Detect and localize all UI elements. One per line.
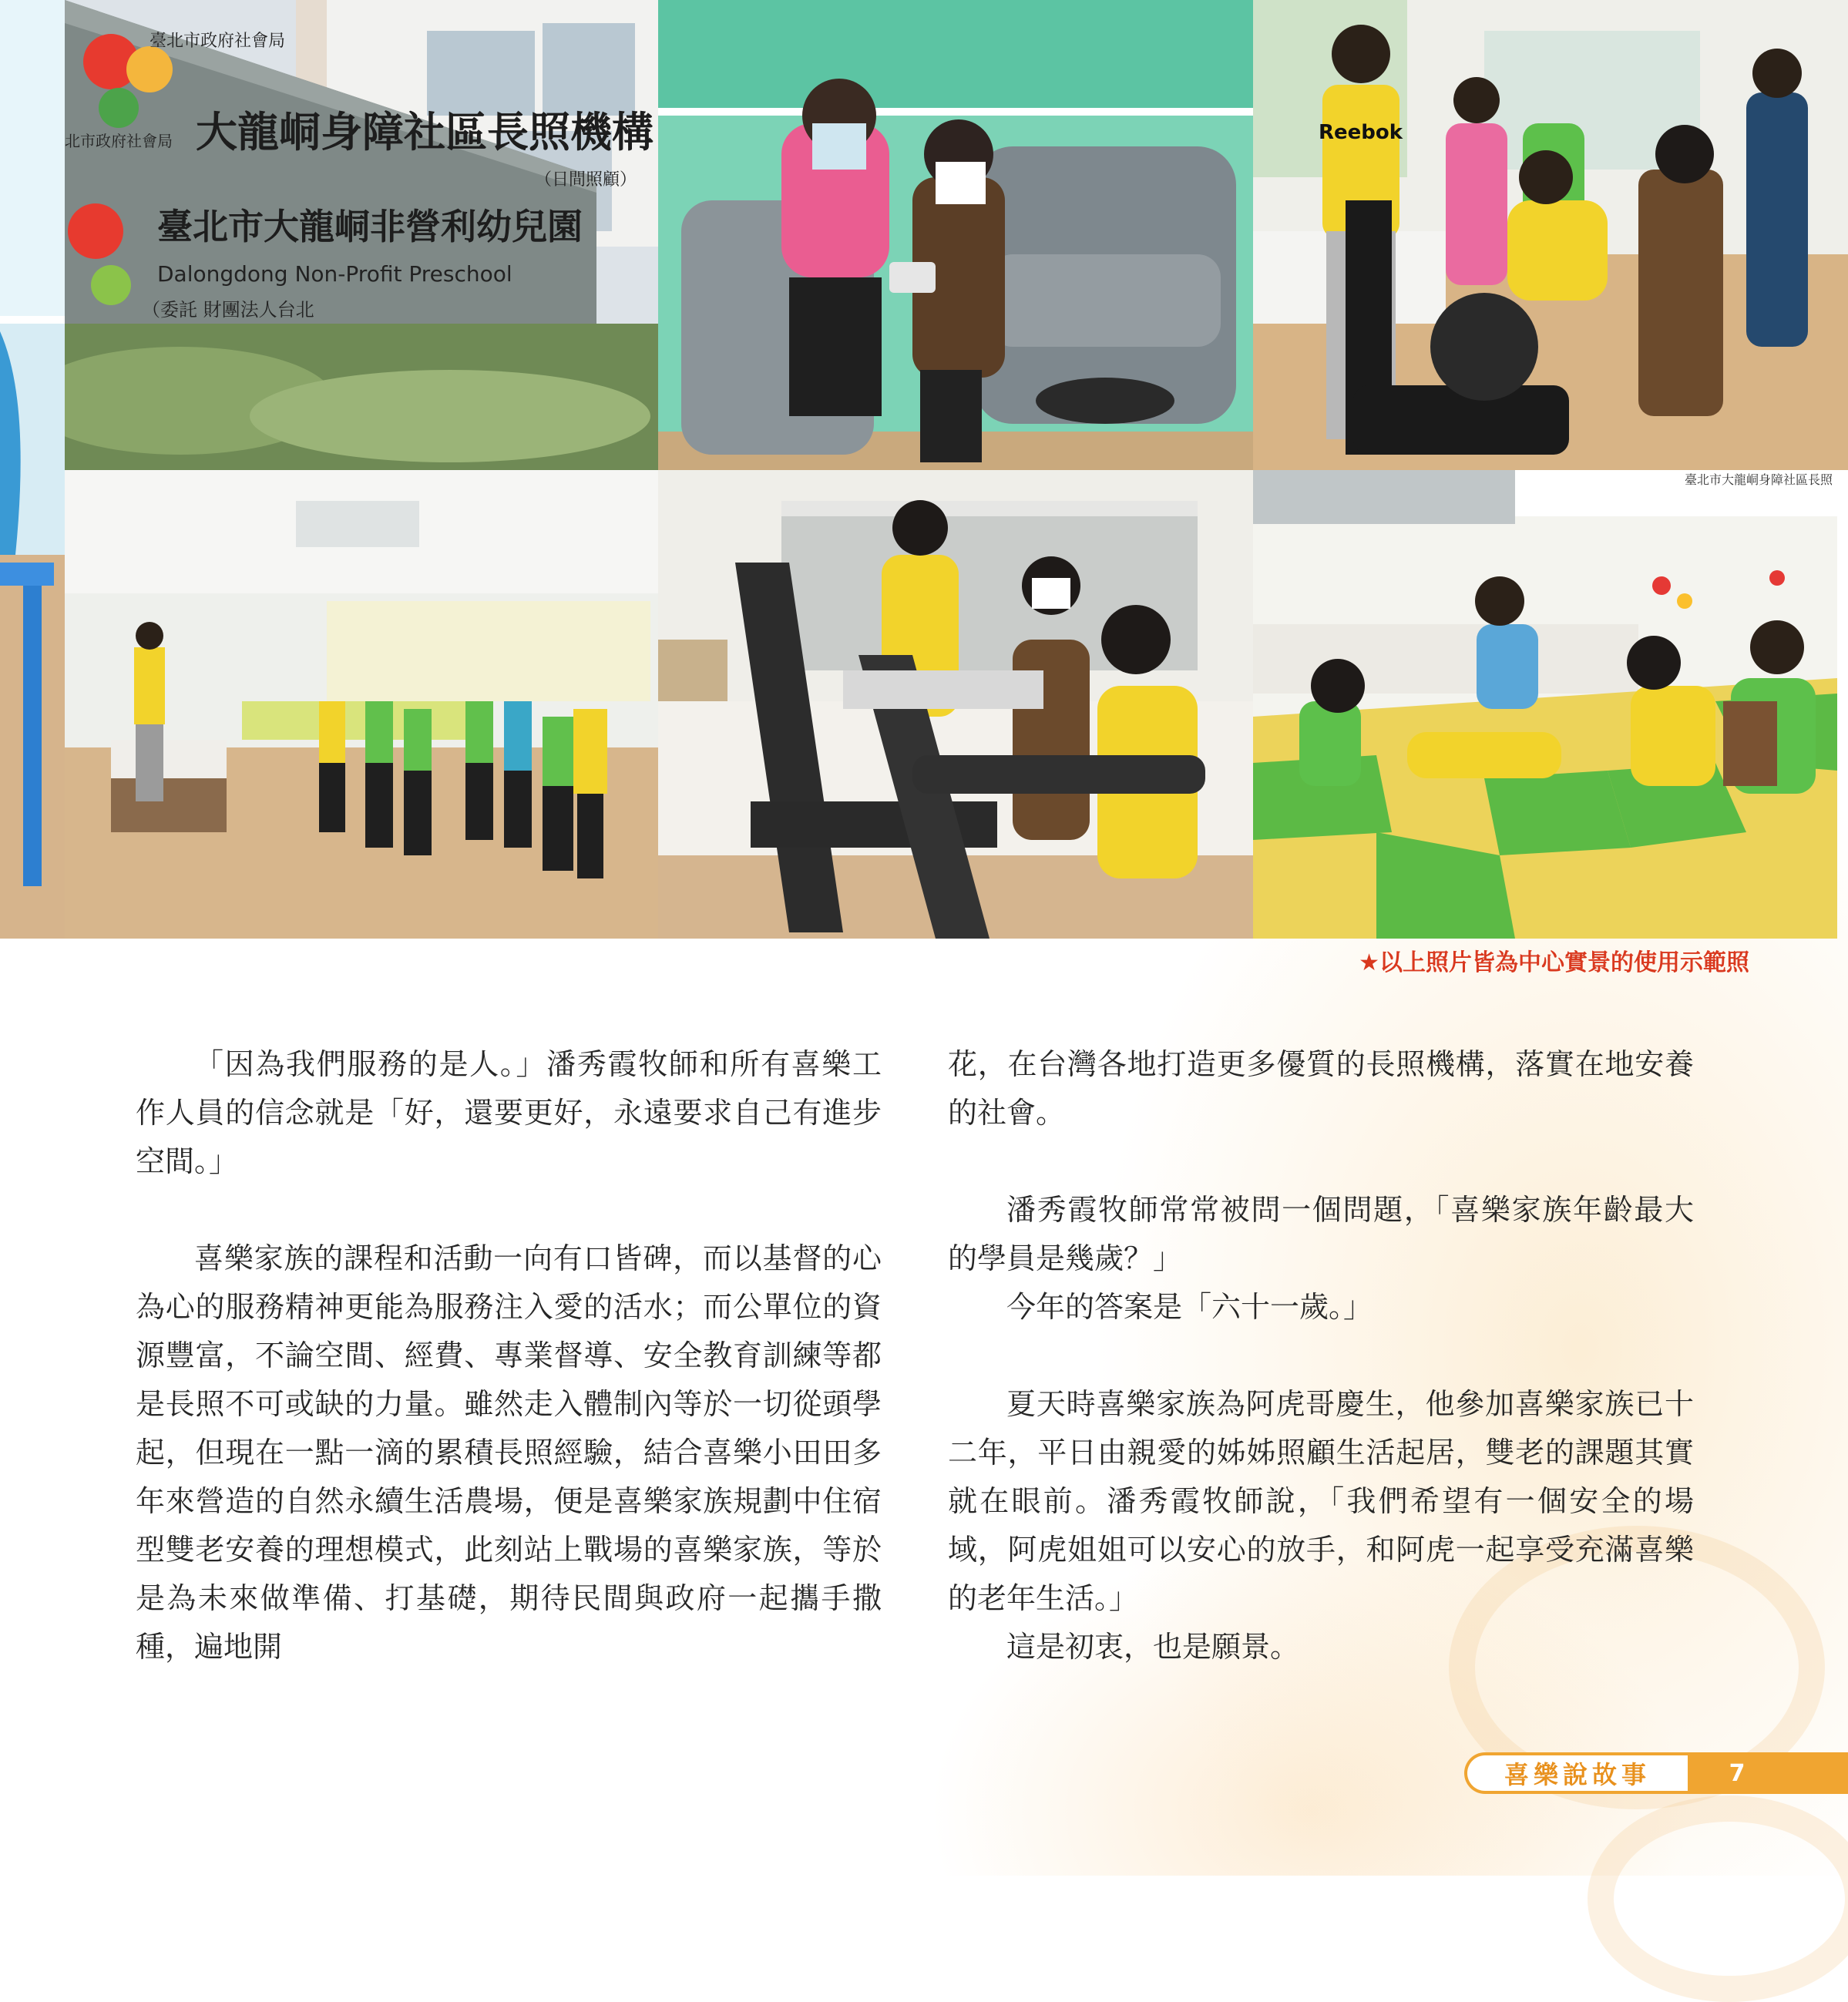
photo-caption-note: ★以上照片皆為中心實景的使用示範照 — [1359, 949, 1749, 976]
page-number: 7 — [1688, 1752, 1848, 1794]
gym-banner-text: 臺北市大龍峒身障社區長照 — [1685, 472, 1833, 487]
photo-blood-pressure-check — [658, 0, 1253, 470]
paragraph: 花，在台灣各地打造更多優質的長照機構，落實在地安養的社會。 — [948, 1047, 1694, 1130]
sign-line-top: 臺北市政府社會局 — [150, 32, 286, 51]
sign-left-agency: 北市政府社會局 — [65, 132, 173, 150]
decorative-swirl — [1588, 1795, 1848, 2002]
photo-building-sign — [65, 0, 658, 470]
sign-line-school-en: Dalongdong Non-Profit Preschool — [157, 261, 512, 287]
photo-treadmill — [658, 470, 1253, 939]
sign-line-main: 大龍峒身障社區長照機構 — [196, 107, 654, 156]
photo-group-exercise — [65, 470, 658, 939]
photo-floor-stretching — [1253, 470, 1837, 939]
article-column-right — [948, 1040, 1694, 1671]
paragraph: 夏天時喜樂家族為阿虎哥慶生，他參加喜樂家族已十二年，平日由親愛的姊姊照顧生活起居，雙老的課題其實就在眼前。潘秀霞牧師說，「我們希望有一個安全的場域，阿虎姐姐可以安心的放手，和阿虎一起享受充滿喜樂的老年生活。」 — [948, 1387, 1694, 1615]
shirt-brand-label: Reebok — [1319, 121, 1403, 144]
footer-section-label: 喜樂說故事 — [1464, 1752, 1688, 1794]
paragraph: 喜樂家族的課程和活動一向有口皆碑，而以基督的心為心的服務精神更能為服務注入愛的活水；而公單位的資源豐富，不論空間、經費、專業督導、安全教育訓練等都是長照不可或缺的力量。雖然走入體制內等於一切從頭學起，但現在一點一滴的累積長照經驗，結合喜樂小田田多年來營造的自然永續生活農場，便是喜樂家族規劃中住宿型雙老安養的理想模式，此刻站上戰場的喜樂家族，等於是為未來做準備、打基礎，期待民間與政府一起攜手撒種，遍地開 — [136, 1241, 882, 1664]
left-edge-photo-strip — [0, 0, 65, 939]
paragraph: 潘秀霞牧師常常被問一個問題，「喜樂家族年齡最大的學員是幾歲？」 — [948, 1193, 1694, 1275]
sign-line-sub: （日間照顧） — [535, 170, 637, 190]
photo-exercise-bike — [1253, 0, 1848, 470]
sign-line-school: 臺北市大龍峒非營利幼兒園 — [157, 206, 583, 247]
article-column-left — [136, 1040, 882, 1671]
sign-line-delegate: （委託 財團法人台北 — [142, 299, 314, 321]
paragraph: 這是初衷，也是願景。 — [1006, 1630, 1300, 1664]
paragraph: 今年的答案是「六十一歲。」 — [1006, 1290, 1373, 1324]
paragraph: 「因為我們服務的是人。」潘秀霞牧師和所有喜樂工作人員的信念就是「好，還要更好，永遠要求自己有進步空間。」 — [136, 1047, 882, 1178]
